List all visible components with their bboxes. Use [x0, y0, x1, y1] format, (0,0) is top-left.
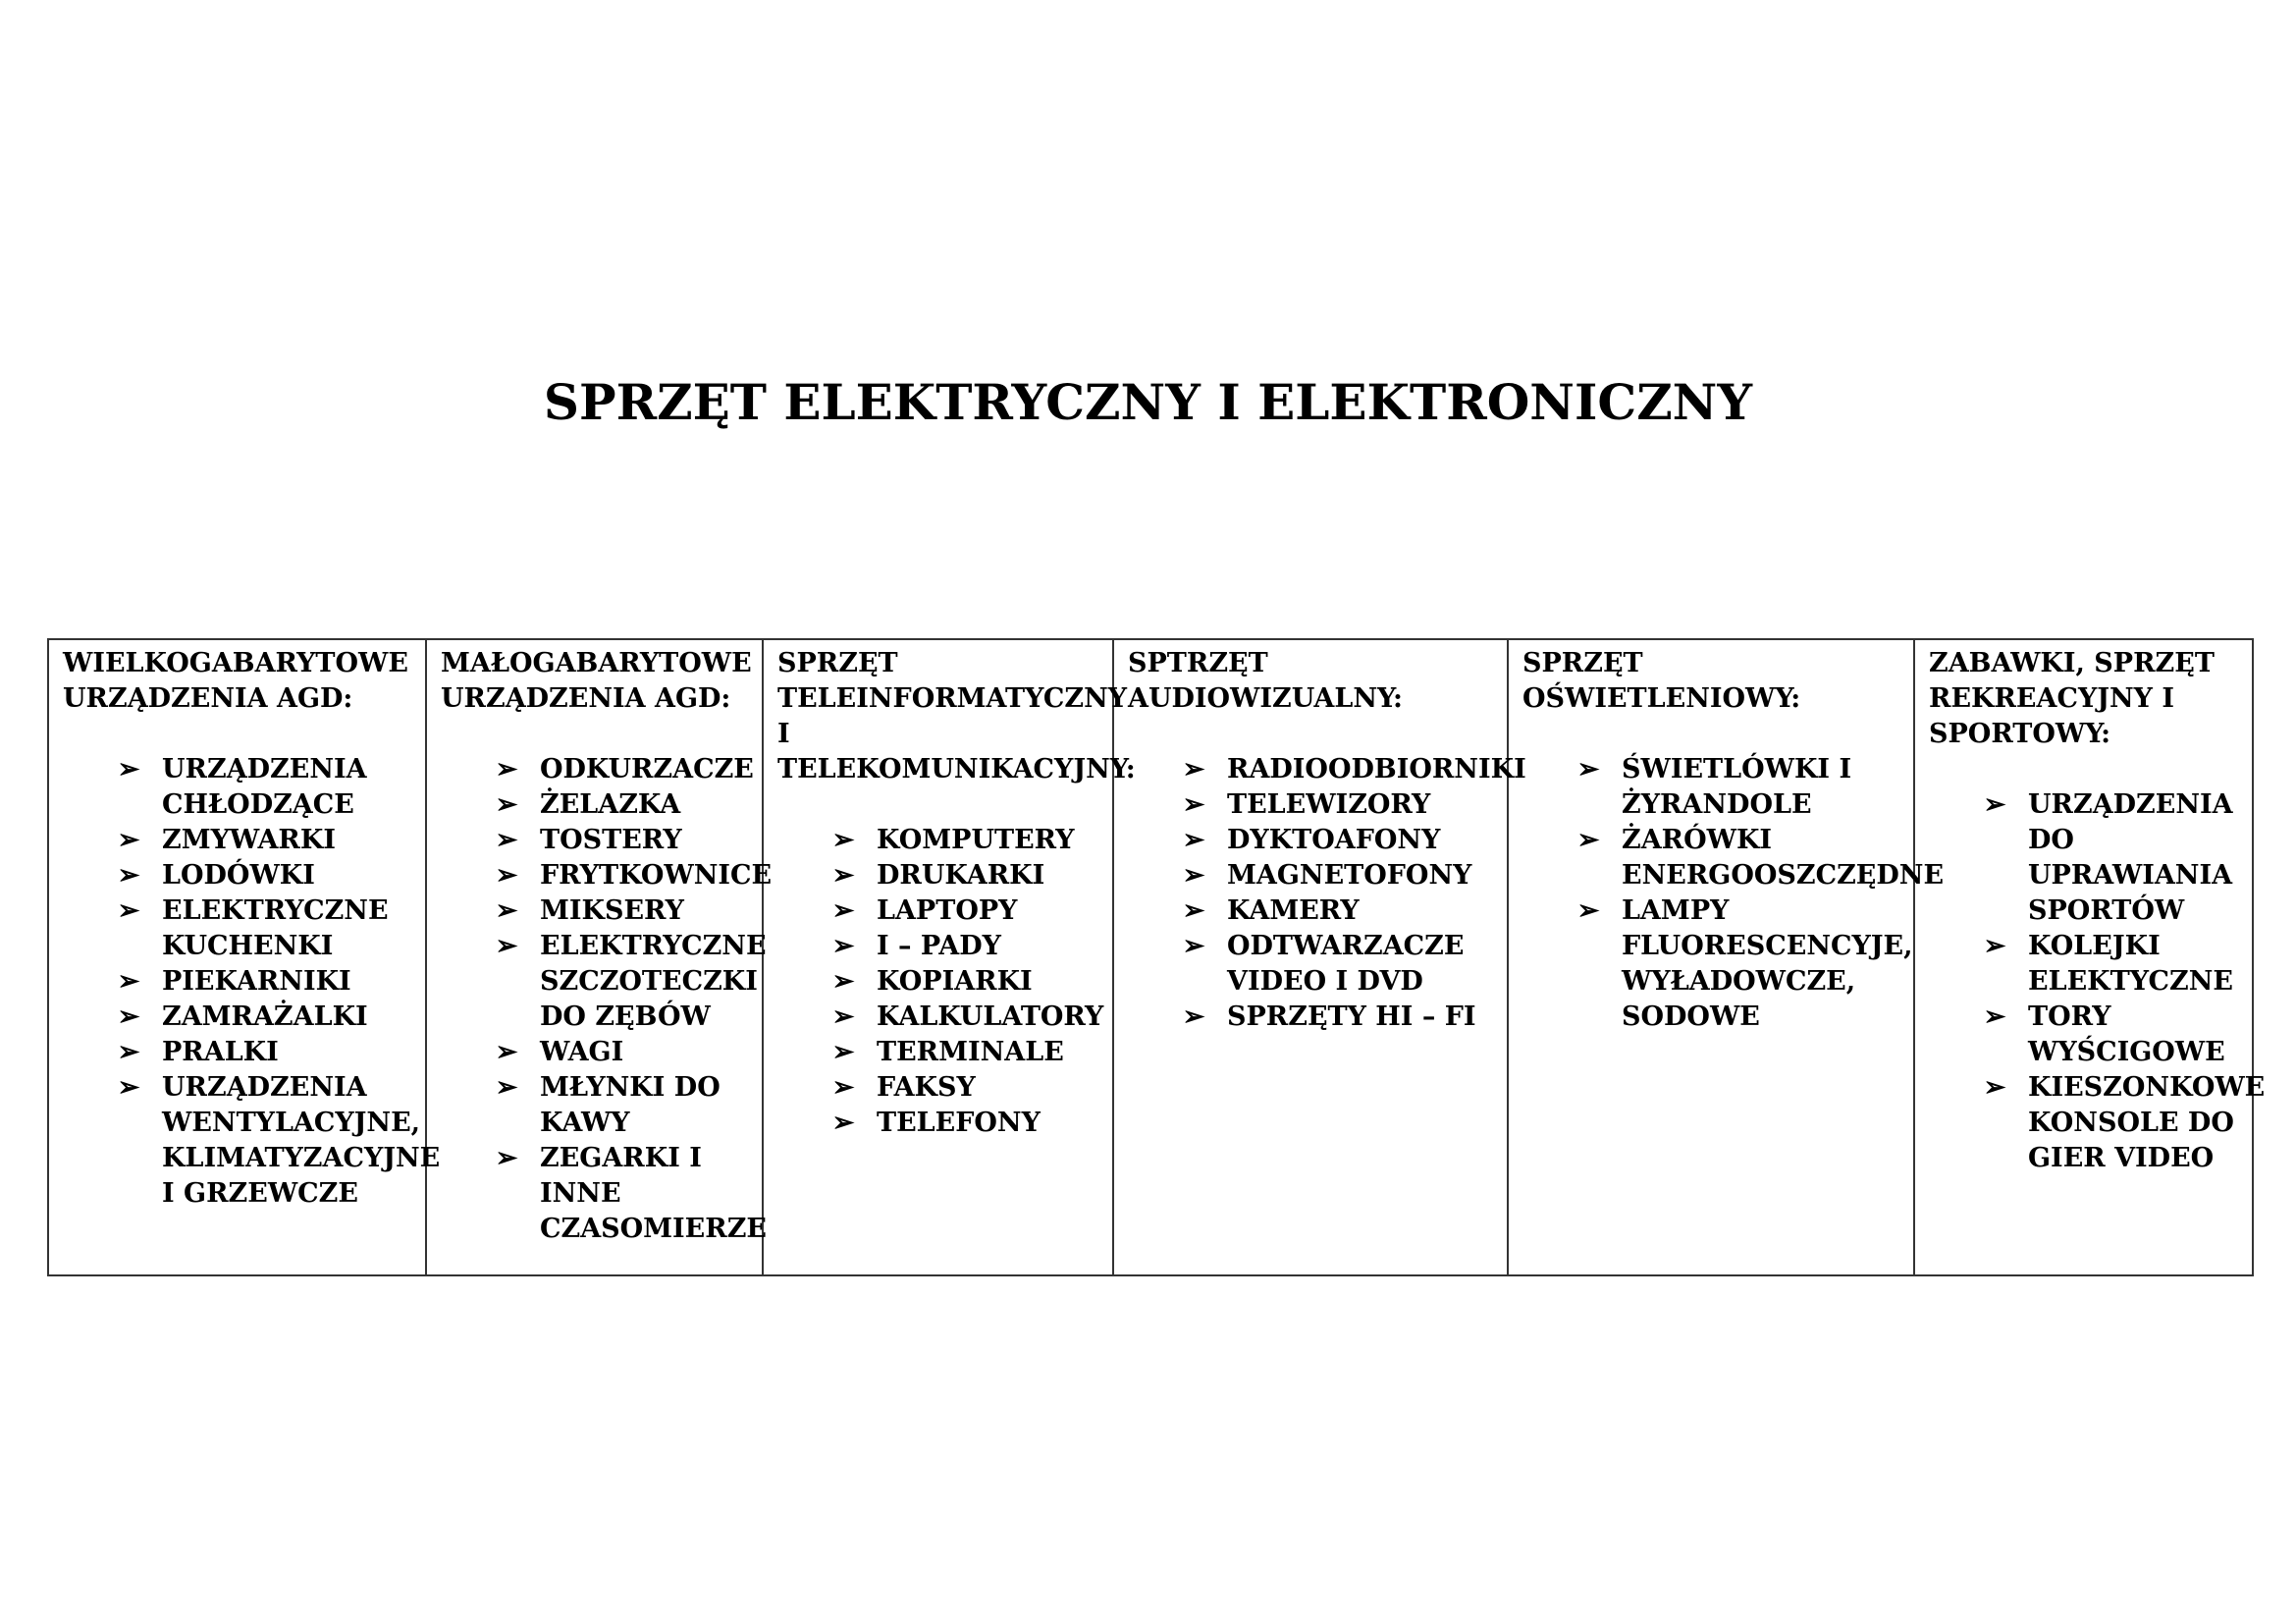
- list-item-text: PIEKARNIKI: [162, 966, 351, 997]
- list-item: [777, 823, 1104, 858]
- arrowhead-bullet-icon: ➢: [495, 1143, 518, 1173]
- list-item: [1128, 1000, 1499, 1035]
- arrowhead-bullet-icon: ➢: [495, 825, 518, 855]
- list-item-text: ELEKTRYCZNE KUCHENKI: [162, 895, 389, 961]
- list-item-text: WAGI: [540, 1037, 624, 1067]
- column-heading: SPTRZĘT AUDIOWIZUALNY:: [1128, 648, 1403, 714]
- arrowhead-bullet-icon: ➢: [831, 931, 855, 961]
- list-item: [1128, 823, 1499, 858]
- arrowhead-bullet-icon: ➢: [831, 860, 855, 891]
- item-list: [777, 823, 1104, 1141]
- arrowhead-bullet-icon: ➢: [1182, 825, 1205, 855]
- category-column: [1914, 639, 2266, 1275]
- list-item: [63, 858, 417, 893]
- list-item: [1929, 1070, 2266, 1176]
- list-item-text: RADIOODBIORNIKI: [1227, 754, 1526, 785]
- list-item-text: ELEKTRYCZNE SZCZOTECZKI DO ZĘBÓW: [540, 931, 767, 1032]
- category-column: [426, 639, 773, 1275]
- arrowhead-bullet-icon: ➢: [831, 1001, 855, 1032]
- list-item: [441, 787, 754, 823]
- list-item-text: KOPIARKI: [877, 966, 1033, 997]
- list-item-text: TELEWIZORY: [1227, 789, 1431, 820]
- category-table: [47, 638, 2266, 1276]
- list-item-text: ŻELAZKA: [540, 789, 681, 820]
- list-item-text: DRUKARKI: [877, 860, 1045, 891]
- arrowhead-bullet-icon: ➢: [117, 860, 140, 891]
- category-column: [48, 639, 441, 1275]
- list-item: [1128, 893, 1499, 929]
- arrowhead-bullet-icon: ➢: [1182, 789, 1205, 820]
- list-item-text: TORY WYŚCIGOWE: [2028, 1001, 2225, 1067]
- list-item-text: TOSTERY: [540, 825, 682, 855]
- arrowhead-bullet-icon: ➢: [495, 895, 518, 926]
- arrowhead-bullet-icon: ➢: [495, 1037, 518, 1067]
- list-item-text: TERMINALE: [877, 1037, 1064, 1067]
- list-item: [777, 1000, 1104, 1035]
- arrowhead-bullet-icon: ➢: [117, 1037, 140, 1067]
- list-item: [63, 752, 417, 823]
- list-item: [441, 858, 773, 893]
- arrowhead-bullet-icon: ➢: [1182, 860, 1205, 891]
- arrowhead-bullet-icon: ➢: [1983, 931, 2006, 961]
- arrowhead-bullet-icon: ➢: [495, 1072, 518, 1103]
- arrowhead-bullet-icon: ➢: [1576, 754, 1600, 785]
- column-heading: MAŁOGABARYTOWE URZĄDZENIA AGD:: [441, 648, 752, 714]
- item-list: [63, 752, 441, 1212]
- arrowhead-bullet-icon: ➢: [831, 895, 855, 926]
- list-item-text: I – PADY: [877, 931, 1001, 961]
- arrowhead-bullet-icon: ➢: [1182, 754, 1205, 785]
- list-item: [1522, 893, 1913, 1035]
- list-item: [1128, 858, 1499, 893]
- arrowhead-bullet-icon: ➢: [495, 931, 518, 961]
- arrowhead-bullet-icon: ➢: [117, 1072, 140, 1103]
- arrowhead-bullet-icon: ➢: [1182, 895, 1205, 926]
- list-item: [1128, 752, 1526, 787]
- arrowhead-bullet-icon: ➢: [1182, 931, 1205, 961]
- arrowhead-bullet-icon: ➢: [831, 1072, 855, 1103]
- item-list: [1128, 752, 1526, 1035]
- list-item-text: ZEGARKI I INNE CZASOMIERZE: [540, 1143, 767, 1244]
- list-item: [63, 1035, 417, 1070]
- list-item-text: KOMPUTERY: [877, 825, 1075, 855]
- arrowhead-bullet-icon: ➢: [1576, 895, 1600, 926]
- list-item: [63, 1000, 417, 1035]
- list-item-text: MŁYNKI DO KAWY: [540, 1072, 721, 1138]
- page-title: SPRZĘT ELEKTRYCZNY I ELEKTRONICZNY: [543, 373, 1753, 431]
- arrowhead-bullet-icon: ➢: [495, 860, 518, 891]
- list-item: [441, 893, 754, 929]
- list-item: [441, 752, 754, 787]
- list-item-text: PRALKI: [162, 1037, 279, 1067]
- list-item: [1522, 752, 1905, 823]
- list-item: [777, 893, 1104, 929]
- category-column: [763, 639, 1136, 1275]
- item-list: [441, 752, 773, 1247]
- list-item: [441, 823, 754, 858]
- category-column: [1508, 639, 1945, 1275]
- list-item-text: URZĄDZENIA WENTYLACYJNE, KLIMATYZACYJNE I GRZEWCZE: [162, 1072, 441, 1209]
- list-item: [1929, 787, 2244, 929]
- arrowhead-bullet-icon: ➢: [1576, 825, 1600, 855]
- list-item: [777, 929, 1104, 964]
- list-item: [777, 858, 1104, 893]
- item-list: [1929, 787, 2266, 1176]
- list-item-text: FAKSY: [877, 1072, 976, 1103]
- list-item-text: ŚWIETLÓWKI I ŻYRANDOLE: [1622, 754, 1852, 820]
- table-row: [48, 639, 2253, 1275]
- list-item-text: LAPTOPY: [877, 895, 1018, 926]
- list-item: [441, 1035, 754, 1070]
- arrowhead-bullet-icon: ➢: [831, 966, 855, 997]
- list-item-text: URZĄDZENIA CHŁODZĄCE: [162, 754, 367, 820]
- category-column: [1113, 639, 1526, 1275]
- list-item: [1128, 929, 1499, 1000]
- list-item: [441, 1141, 767, 1247]
- list-item-text: MIKSERY: [540, 895, 684, 926]
- arrowhead-bullet-icon: ➢: [1983, 789, 2006, 820]
- list-item-text: DYKTOAFONY: [1227, 825, 1441, 855]
- list-item-text: MAGNETOFONY: [1227, 860, 1472, 891]
- list-item-text: KIESZONKOWE KONSOLE DO GIER VIDEO: [2028, 1072, 2266, 1173]
- arrowhead-bullet-icon: ➢: [1983, 1072, 2006, 1103]
- arrowhead-bullet-icon: ➢: [117, 895, 140, 926]
- list-item-text: SPRZĘTY HI – FI: [1227, 1001, 1476, 1032]
- list-item: [1929, 929, 2244, 1000]
- arrowhead-bullet-icon: ➢: [495, 789, 518, 820]
- arrowhead-bullet-icon: ➢: [1182, 1001, 1205, 1032]
- arrowhead-bullet-icon: ➢: [117, 1001, 140, 1032]
- arrowhead-bullet-icon: ➢: [831, 1037, 855, 1067]
- list-item: [777, 1070, 1104, 1106]
- list-item-text: URZĄDZENIA DO UPRAWIANIA SPORTÓW: [2028, 789, 2233, 926]
- column-heading: WIELKOGABARYTOWE URZĄDZENIA AGD:: [63, 648, 408, 714]
- list-item: [63, 1070, 441, 1212]
- list-item: [441, 1070, 754, 1141]
- list-item-text: KOLEJKI ELEKTYCZNE: [2028, 931, 2233, 997]
- list-item-text: FRYTKOWNICE: [540, 860, 773, 891]
- column-heading: ZABAWKI, SPRZĘT REKREACYJNY I SPORTOWY:: [1929, 648, 2215, 749]
- list-item: [63, 823, 417, 858]
- item-list: [1522, 752, 1945, 1035]
- list-item: [777, 1035, 1104, 1070]
- arrowhead-bullet-icon: ➢: [117, 825, 140, 855]
- column-heading: SPRZĘT OŚWIETLENIOWY:: [1522, 648, 1801, 714]
- list-item-text: LAMPY FLUORESCENCYJE, WYŁADOWCZE, SODOWE: [1622, 895, 1913, 1032]
- list-item: [63, 964, 417, 1000]
- arrowhead-bullet-icon: ➢: [831, 825, 855, 855]
- list-item-text: ZAMRAŻALKI: [162, 1001, 368, 1032]
- list-item: [777, 964, 1104, 1000]
- arrowhead-bullet-icon: ➢: [831, 1108, 855, 1138]
- column-heading: SPRZĘT TELEINFORMATYCZNY I TELEKOMUNIKACYJNY:: [777, 648, 1136, 785]
- arrowhead-bullet-icon: ➢: [495, 754, 518, 785]
- list-item: [63, 893, 417, 964]
- arrowhead-bullet-icon: ➢: [1983, 1001, 2006, 1032]
- list-item: [1128, 787, 1499, 823]
- arrowhead-bullet-icon: ➢: [117, 754, 140, 785]
- list-item-text: ZMYWARKI: [162, 825, 336, 855]
- list-item: [777, 1106, 1104, 1141]
- list-item: [1929, 1000, 2244, 1070]
- arrowhead-bullet-icon: ➢: [117, 966, 140, 997]
- list-item-text: KAMERY: [1227, 895, 1360, 926]
- list-item-text: ŻARÓWKI ENERGOOSZCZĘDNE: [1622, 825, 1945, 891]
- list-item-text: ODKURZACZE: [540, 754, 754, 785]
- list-item-text: ODTWARZACZE VIDEO I DVD: [1227, 931, 1465, 997]
- list-item: [1522, 823, 1945, 893]
- list-item-text: LODÓWKI: [162, 860, 315, 891]
- list-item-text: TELEFONY: [877, 1108, 1041, 1138]
- list-item-text: KALKULATORY: [877, 1001, 1104, 1032]
- list-item: [441, 929, 767, 1035]
